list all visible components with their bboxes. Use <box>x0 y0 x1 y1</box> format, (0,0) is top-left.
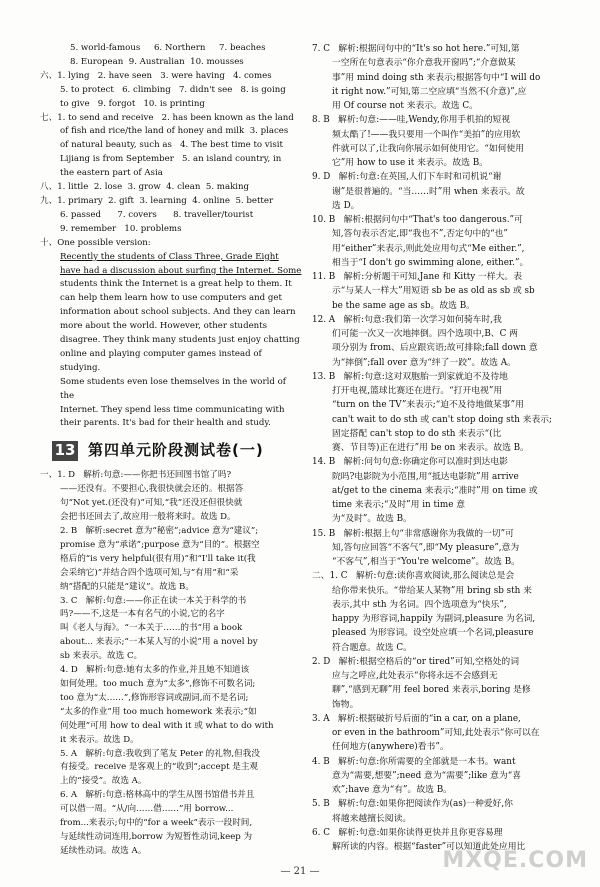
right_column-line: 11. B 解析:分析题干可知,Jane 和 Kitty 一样大。表 <box>312 272 523 282</box>
right_column-line: “不客气”,相当于“You're welcome”。故选 B。 <box>332 557 520 567</box>
left_column_2-line: 格后的“is very helpful(很有用)”和“I'll take it(我 <box>60 553 256 564</box>
left_column-line: more about the world. However, other students <box>60 321 268 332</box>
right_column-line: 15. B 解析:根据上句“非常感谢你为我做的一切”可 <box>312 528 514 539</box>
right_column-line: 赛、节目等)正在进行”用 be on 来表示。故选 B。 <box>332 443 529 453</box>
left_column_2-line: 延续性动词。故选 A。 <box>60 845 147 856</box>
left_column_2-line: 6. A 解析:句意:格林高中的学生从图书馆借书并且 <box>60 790 255 801</box>
left_column_2-line: 上的“接受”。故选 A。 <box>60 776 147 787</box>
right_column-line: 7. C 解析:根据问句中的“It's so hot here.”可知,第 <box>312 44 520 54</box>
right_column-line: 谢”是很普遍的。“当……时”用 when 来表示。故 <box>332 186 525 197</box>
right_column-line: 打开电视,篮球比赛还在进行。“打开电视”用 <box>332 386 503 396</box>
left_column_2-line: 叫《老人与海》。“一本关于……的书”用 a book <box>60 623 243 634</box>
left_column-line: can help them learn how to use computers and get <box>60 293 282 304</box>
left_column-line: 七、1. to send and receive 2. has been known as the land <box>40 112 294 123</box>
right_column-line: 件就可以了,让我向你展示如何使用它。“如何使用 <box>332 143 525 154</box>
page-number: — 21 — <box>280 866 320 877</box>
left_column_2-line: 如何处理。too much 意为“太多”,修饰不可数名词; <box>60 678 256 689</box>
right_column-line: 它”用 how to use it 来表示。故选 B。 <box>332 158 488 168</box>
left_column-line: have had a discussion about surfing the Internet. Some <box>60 265 302 276</box>
left_column-line: Internet. They spend less time communicating with <box>60 404 285 415</box>
left_column_2-line: 何处理”可用 how to deal with it 或 what to do with <box>60 720 274 731</box>
right_column-line: 一空所在句意表示“你介意我开窗吗”;“介意做某 <box>332 58 516 69</box>
right_column-line: 饰物。 <box>332 699 359 710</box>
right_column-line: 示“与某人一样大”用短语 sb be as old as sb 或 sb <box>332 286 535 297</box>
left_column-line: the eastern part of Asia <box>60 168 163 179</box>
left_column-line: to give 9. forgot 10. is printing <box>60 98 205 109</box>
left_column-line: 6. passed 7. covers 8. traveller/tourist <box>60 209 254 220</box>
right_column-line: 为“摔倒”;fall over 意为“绊了一跤”。故选 A。 <box>332 357 516 368</box>
right_column-line: 意为“需要,想要”;need 意为“需要”;like 意为“喜 <box>332 770 522 781</box>
right_column-line: 14. B 解析:问句句意:你确定你可以准时到达电影 <box>312 457 508 468</box>
right_column-line: can't wait to do sth 或 can't stop doing sth 来表示; <box>332 414 553 425</box>
left_column_2-line: 句“Not yet.(还没有)”可知,“我”还没还但很快就 <box>60 498 243 509</box>
section-heading <box>52 441 302 461</box>
right_column-line: 欢”;have 意为“有”。故选 B。 <box>332 785 452 795</box>
left_column_2-line: from...来表示;句中的“for a week”表示一段时间, <box>60 818 253 829</box>
right_column-line: it right now.”可知,第二空应填“当然不(介意)”,应 <box>332 86 527 97</box>
right_column-line: or even in the bathroom”可知,此处表示“你可以在 <box>332 728 540 738</box>
left_column_2-line: sb 来表示。故选 C。 <box>60 651 143 662</box>
right_column-line: 项分别为 from、后应跟宾语;故可排除;fall down 意 <box>332 343 538 354</box>
right_column-line: 院吗?电影院为小范围,用“抵达电影院”用 arrive <box>332 471 519 482</box>
left_column_2-line: promise 意为“承诺”;purpose 意为“目的”。根据空 <box>60 539 260 550</box>
left_column_2-line: 纳”搭配的只能是“建议”。故选 B。 <box>60 581 194 592</box>
section-number-badge: 13 <box>52 441 78 461</box>
left_column_2-line: it 来表示。故选 D。 <box>60 734 139 745</box>
left_column-line: disagree. They think many students just enjoy chatting <box>60 335 300 346</box>
left_column_2-line: 有接受。receive 是客观上的“收到”;accept 是主观 <box>60 762 259 773</box>
right_column-line: 13. B 解析:句意:这对双胞胎一到家就迫不及待地 <box>312 371 508 382</box>
left_column_2-line: 4. D 解析:句意:她有太多的作业,并且她不知道该 <box>60 665 250 676</box>
watermark: MXQE.COM <box>442 848 588 873</box>
left-column <box>40 42 302 859</box>
left_column-line: information about school subjects. And they can learn <box>60 307 296 318</box>
left_column-line: students think the Internet is a great help to them. It <box>60 279 292 290</box>
left_column-line: of fish and rice/the land of honey and milk 3. places <box>60 126 289 137</box>
left_column-line: 十、One possible version: <box>40 237 151 248</box>
right_column-line: 表示,其中 sth 为名词。四个选项意为“快乐”, <box>332 599 507 610</box>
right_column-line: 用“either”来表示,则此处应用句式“Me either.”, <box>332 243 525 254</box>
left_column_2-line: 一、1. D 解析:句意:——你把书还回图书馆了吗? <box>40 470 232 481</box>
left_column-line: online and playing computer games instead of studying. <box>60 348 265 373</box>
right_column-line: 知,答句应回答“不客气”,即“My pleasure”,意为 <box>332 542 520 553</box>
right_column-line: 用 Of course not 来表示。故选 C。 <box>332 101 478 111</box>
left_column_2-line: “太多的作业”用 too much homework 来表示;“如 <box>60 706 257 717</box>
right_column-line: 解所读的内容。根据“faster”可以知道此处应用比 <box>332 842 526 852</box>
right_column-line: 6. C 解析:句意:如果你读得更快并且你更容易理 <box>312 827 503 838</box>
right_column-line: 4. B 解析:句意:你所需要的全部就是一本书。want <box>312 756 516 767</box>
left_column_2-line: too 意为“太……”,修饰形容词或副词,而不是名词; <box>60 692 249 703</box>
left_column-line: 9. remember 10. problems <box>60 223 182 234</box>
right_column-line: 们可能一次又一次地摔倒。四个选项中,B、C 两 <box>332 329 518 339</box>
right_column-line: 选 D。 <box>332 200 360 211</box>
left_column-line: Some students even lose themselves in the world of the <box>60 376 289 401</box>
left_column-line: 5. world-famous 6. Northern 7. beaches <box>70 43 266 53</box>
left_column_2-line: 5. A 解析:句意:我收到了笔友 Peter 的礼物,但我没 <box>60 748 260 759</box>
right_column-line: 12. A 解析:句意:我们第一次学习如何骑车时,我 <box>312 314 502 325</box>
right_column-line: “turn on the TV”来表示;“迫不及待地做某事”用 <box>332 400 524 411</box>
right_column-line: 事”用 mind doing sth 来表示;根据答句中“I will do <box>332 72 541 83</box>
left_column-line: Recently the students of Class Three, Grade Eight <box>60 251 279 262</box>
left_column-line: their parents. It's bad for their health and study. <box>60 418 271 429</box>
right_column-line: 为“及时”。故选 B。 <box>332 514 412 525</box>
right_column-line: 8. B 解析:句意:——哇,Wendy,你用手机拍的短视 <box>312 115 511 126</box>
right_column-line: 给你带来快乐。“带给某人某物”用 bring sb sth 来 <box>332 585 532 596</box>
right_column-line: 2. D 解析:根据空格后的“or tired”可知,空格处的词 <box>312 656 520 667</box>
right_column-line: at/get to the cinema 来表示;“准时”用 on time 或 <box>332 485 538 496</box>
left_column-line: 八、1. little 2. lose 3. grow 4. clean 5. making <box>40 182 250 193</box>
left_column-line: 九、1. primary 2. gift 3. learning 4. online 5. better <box>40 195 274 206</box>
right_column-line: 固定搭配 can't stop to do sth 来表示“(比 <box>332 428 502 439</box>
right_column-line: 任何地方(anywhere)看书”。 <box>332 742 449 753</box>
left_column_2-line: 吗?——不,这是一本有名气的小说,它的名字 <box>60 609 225 620</box>
left_column_2-line: 2. B 解析:secret 意为“秘密”;advice 意为“建议”; <box>60 526 259 536</box>
left_column_2-line: 会采纳它)”并结合四个选项可知,与“有用”和“采 <box>60 567 239 578</box>
left_column-line: 六、1. lying 2. have seen 3. were having 4. comes <box>40 70 272 81</box>
right_column-line: 9. D 解析:句意:在英国,人们下车时和司机说“谢 <box>312 172 502 183</box>
right_column-line: 相当于“I don't go swimming alone, either.”。 <box>332 257 529 268</box>
left_column-line: 5. to protect 6. climbing 7. didn't see 8. is going <box>60 84 286 95</box>
right_column-line: 3. A 解析:根据破折号后面的“in a car, on a plane, <box>312 713 521 724</box>
left_column_2-line: ——还没有。不要担心,我很快就会还的。根据答 <box>60 484 244 495</box>
right_column-line: 10. B 解析:根据问句中“That's too dangerous.”可 <box>312 215 523 225</box>
right_column-line: 将越来越擅长阅读。 <box>332 813 412 824</box>
right_column-line: 知,答句表示否定,即“我也不”,否定句中的“也” <box>332 229 508 240</box>
right_column-line: pleased 为形容词。设空处应填一个名词,pleasure <box>332 628 534 639</box>
section-title: 第四单元阶段测试卷(一) <box>88 441 264 460</box>
left_column_2-line: about... 来表示;“一本某人写的小说”用 a novel by <box>60 637 258 648</box>
right_column-line: 二、1. C 解析:句意:读你喜欢阅读,那么阅读总是会 <box>312 571 515 582</box>
right_column-line: time 来表示;“及时”用 in time 意 <box>332 500 465 510</box>
left_column_2-line: 与延续性动词连用,borrow 为短暂性动词,keep 为 <box>60 831 253 842</box>
left_column_2-line: 会把书还回去了,故应用一般将来时。故选 D。 <box>60 512 236 523</box>
right-column <box>312 42 574 854</box>
right_column-line: 5. B 解析:句意:如果你把阅读作为(as)一种爱好,你 <box>312 799 513 810</box>
right_column-line: 符合题意。故选 C。 <box>332 642 412 653</box>
left_column-line: Lijiang is from September 5. an island country, in <box>60 154 282 165</box>
right_column-line: be the same age as sb。故选 B。 <box>332 300 475 311</box>
right_column-line: 应与之呼应,此处表示“你将永远不会感到无 <box>332 671 498 681</box>
right_column-line: 聊”,“感到无聊”用 feel bored 来表示,boring 是修 <box>332 685 531 696</box>
right_column-line: happy 为形容词,happily 为副词,pleasure 为名词, <box>332 614 536 624</box>
right_column-line: 频太酷了!——我只要用一个叫作“美拍”的应用软 <box>332 129 521 140</box>
left_column-line: of natural beauty, such as 4. The best time to visit <box>60 140 284 151</box>
left_column_2-line: 可以借一周。“从/向……借……”用 borrow... <box>60 804 234 815</box>
left_column-line: 8. European 9. Australian 10. mousses <box>70 56 244 67</box>
left_column_2-line: 3. C 解析:句意:——你正在读一本关于科学的书 <box>60 595 247 606</box>
